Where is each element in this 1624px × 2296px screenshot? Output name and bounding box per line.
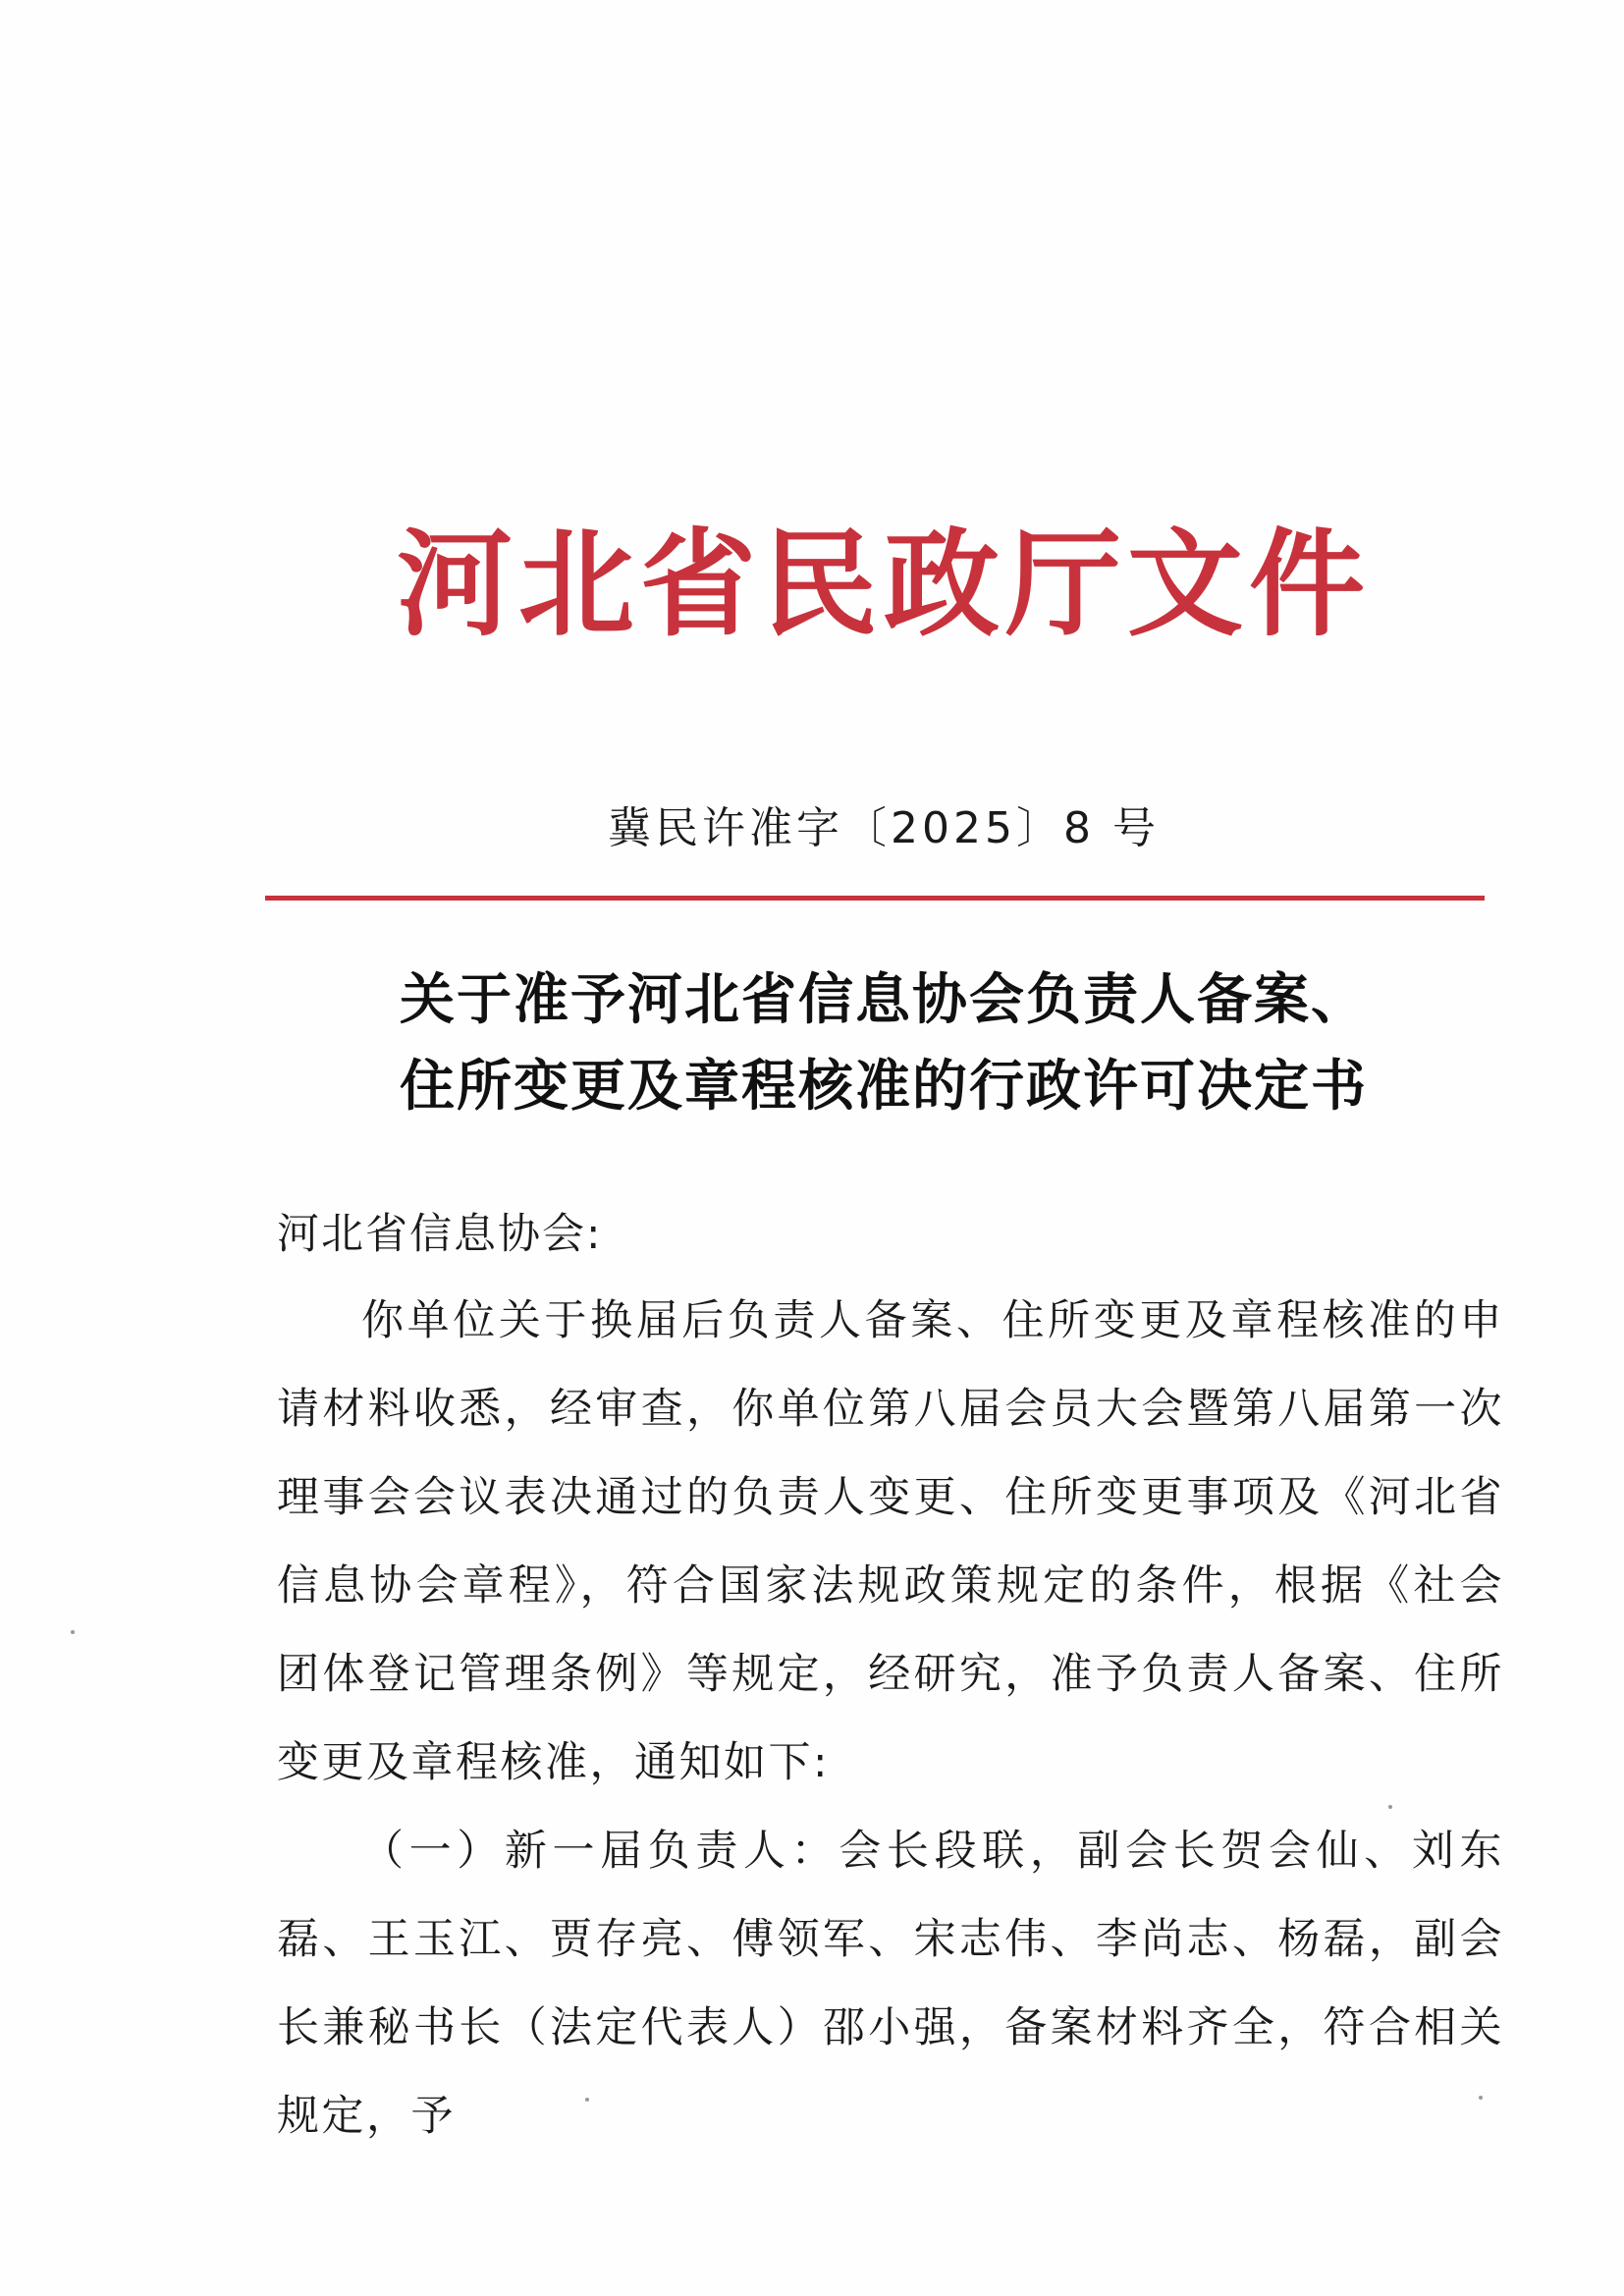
red-divider-line [265, 896, 1485, 901]
document-number: 冀民许准字〔2025〕8 号 [608, 803, 1160, 853]
title-line-2: 住所变更及章程核准的行政许可决定书 [400, 1054, 1368, 1119]
scan-speck [1388, 1805, 1392, 1809]
salutation: 河北省信息协会: [277, 1210, 603, 1259]
title-line-1: 关于准予河北省信息协会负责人备案、 [400, 967, 1368, 1032]
scan-speck [585, 2098, 589, 2102]
document-title [0, 957, 1624, 1129]
body-paragraph-1: 你单位关于换届后负责人备案、住所变更及章程核准的申请材料收悉，经审查，你单位第八届会员大会暨第八届第一次理事会会议表决通过的负责人变更、住所变更事项及《河北省信息协会章程》，符合国家法规政策规定的条件，根据《社会团体登记管理条例》等规定，经研究，准予负责人备案、住所变更及章程核准，通知如下: [277, 1296, 1504, 1787]
scan-speck [1479, 2096, 1483, 2100]
scan-speck [71, 1630, 75, 1634]
issuer-header: 河北省民政厅文件 [396, 516, 1371, 652]
body-paragraph-2: （一）新一届负责人：会长段联，副会长贺会仙、刘东磊、王玉江、贾存亮、傅领军、宋志伟、李尚志、杨磊，副会长兼秘书长（法定代表人）邵小强，备案材料齐全，符合相关规定，予 [277, 1827, 1504, 2141]
